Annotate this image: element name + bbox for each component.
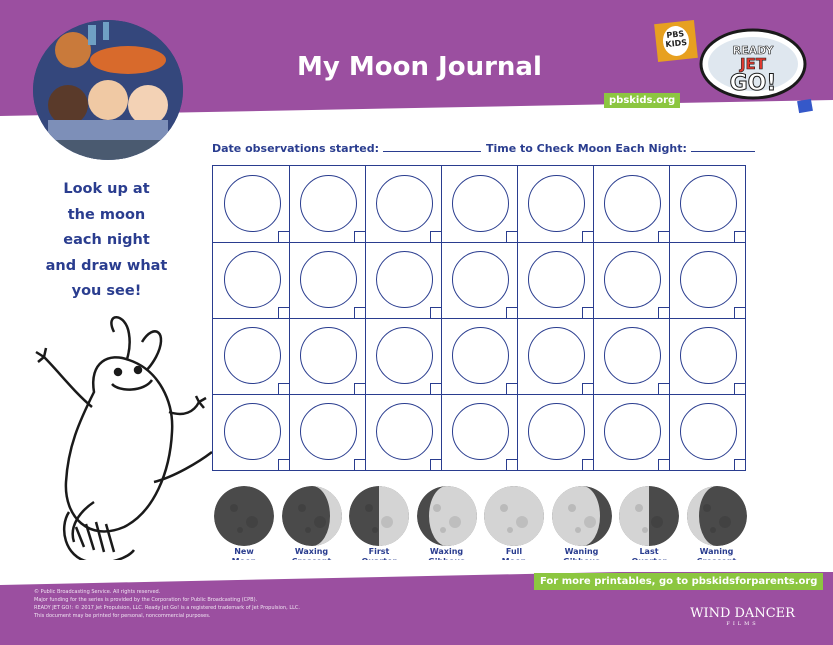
instructions [34,177,179,305]
observation-cell[interactable] [289,394,365,470]
cell-corner-box[interactable] [278,459,289,470]
observation-cell[interactable] [517,318,593,394]
cell-corner-box[interactable] [734,231,745,242]
cell-corner-box[interactable] [734,307,745,318]
cell-corner-box[interactable] [354,231,365,242]
cell-corner-box[interactable] [582,383,593,394]
moon-phase-icon [619,486,679,546]
moon-phase-icon [484,486,544,546]
moon-drawing-circle[interactable] [300,175,357,232]
moon-drawing-circle[interactable] [452,251,509,308]
moon-drawing-circle[interactable] [452,403,509,460]
cell-corner-box[interactable] [430,383,441,394]
date-field [212,140,481,155]
cell-corner-box[interactable] [430,459,441,470]
ready-jet-go-logo [698,22,808,102]
moon-drawing-circle[interactable] [300,403,357,460]
cell-corner-box[interactable] [278,231,289,242]
observation-cell[interactable] [669,394,745,470]
moon-drawing-circle[interactable] [224,327,281,384]
moon-phase-icon [552,486,612,546]
svg-text:JET: JET [739,55,767,73]
cell-corner-box[interactable] [734,383,745,394]
pbskids-url-badge[interactable]: pbskids.org [604,93,680,108]
legal-line: © Public Broadcasting Service. All rights reserved. [34,589,161,595]
moon-drawing-circle[interactable] [224,403,281,460]
time-field [486,140,755,155]
wind-dancer-logo [685,606,800,627]
cell-corner-box[interactable] [354,459,365,470]
moon-phase [347,486,411,567]
moon-phase [482,486,546,567]
moon-drawing-circle[interactable] [604,403,661,460]
moon-drawing-circle[interactable] [680,327,737,384]
observation-cell[interactable] [213,394,289,470]
observation-cell[interactable] [213,242,289,318]
observation-cell[interactable] [289,242,365,318]
wind-dancer-name: WIND DANCER [690,606,795,621]
blue-accent-square [797,99,813,113]
moon-drawing-circle[interactable] [224,251,281,308]
printables-link[interactable]: pbskidsforparents.org [691,576,818,587]
legal-line: Major funding for the series is provided by the Corporation for Public Broadcasting (CPB). [34,597,258,603]
moon-phase-icon [417,486,477,546]
moon-phase-icon [349,486,409,546]
pbs-kids-logo: PBS KIDS [654,20,698,62]
moon-phase-icon [214,486,274,546]
cell-corner-box[interactable] [582,459,593,470]
date-label: Date observations started: [212,142,379,155]
moon-drawing-circle[interactable] [680,251,737,308]
moon-drawing-circle[interactable] [452,175,509,232]
cell-corner-box[interactable] [354,383,365,394]
wind-dancer-sub: FILMS [726,621,759,627]
moon-drawing-circle[interactable] [376,251,433,308]
moon-phase [617,486,681,567]
cell-corner-box[interactable] [430,231,441,242]
observation-cell[interactable] [441,242,517,318]
moon-drawing-circle[interactable] [300,251,357,308]
observation-cell[interactable] [213,318,289,394]
cell-corner-box[interactable] [506,383,517,394]
cell-corner-box[interactable] [278,383,289,394]
observation-cell[interactable] [669,242,745,318]
moon-drawing-circle[interactable] [376,327,433,384]
moon-phase [685,486,749,567]
observation-cell[interactable] [517,242,593,318]
moon-phase [550,486,614,567]
moon-phase-label-line: Waxing [429,547,464,556]
observation-cell[interactable] [517,166,593,242]
moon-phase-label-line: Waning [564,547,599,556]
moon-phase-label-line: First [368,547,390,556]
date-input-line[interactable] [383,140,481,152]
instruction-line: Look up at [63,181,150,197]
instruction-line: each night [63,232,150,248]
observation-cell[interactable] [213,166,289,242]
moon-drawing-circle[interactable] [376,403,433,460]
legal-notice [34,588,300,620]
svg-text:GO!: GO! [729,71,777,96]
moon-drawing-circle[interactable] [604,251,661,308]
moon-drawing-circle[interactable] [452,327,509,384]
moon-drawing-circle[interactable] [680,403,737,460]
moon-phase-label-line: Full [505,547,523,556]
moon-phase-icon [687,486,747,546]
legal-line: This document may be printed for personal, noncommercial purposes. [34,613,211,619]
cell-corner-box[interactable] [734,459,745,470]
cell-corner-box[interactable] [658,459,669,470]
moon-drawing-circle[interactable] [604,327,661,384]
moon-phase [415,486,479,567]
time-input-line[interactable] [691,140,755,152]
alien-bunny-drawing [34,312,214,574]
observation-cell[interactable] [365,166,441,242]
hero-illustration [33,20,183,160]
observation-cell[interactable] [365,318,441,394]
moon-drawing-circle[interactable] [528,251,585,308]
cell-corner-box[interactable] [658,231,669,242]
legal-line: READY JET GO!: © 2017 Jet Propulsion, LLC. Ready Jet Go! is a registered trademark of Jet Propulsion, LLC. [34,605,300,611]
observation-cell[interactable] [441,166,517,242]
cell-corner-box[interactable] [278,307,289,318]
moon-phase-label-line: New [234,547,254,556]
observation-cell[interactable] [593,242,669,318]
moon-drawing-circle[interactable] [224,175,281,232]
time-label: Time to Check Moon Each Night: [486,142,687,155]
moon-drawing-circle[interactable] [376,175,433,232]
instruction-line: and draw what [45,257,168,274]
observation-cell[interactable] [289,318,365,394]
observation-cell[interactable] [441,318,517,394]
cell-corner-box[interactable] [658,307,669,318]
moon-phase [212,486,276,567]
moon-phase [280,486,344,567]
moon-drawing-circle[interactable] [604,175,661,232]
printables-text: For more printables, go to [540,576,689,587]
cell-corner-box[interactable] [658,383,669,394]
observation-cell[interactable] [669,166,745,242]
moon-phase-label-line: Waning [699,547,734,556]
moon-drawing-circle[interactable] [528,175,585,232]
observation-cell[interactable] [669,318,745,394]
printables-banner[interactable] [534,573,823,590]
cell-corner-box[interactable] [430,307,441,318]
svg-text:READY: READY [732,44,774,57]
cell-corner-box[interactable] [582,307,593,318]
moon-drawing-circle[interactable] [528,403,585,460]
observation-cell[interactable] [365,242,441,318]
observation-cell[interactable] [517,394,593,470]
moon-phase-label-line: Last [639,547,659,556]
observation-cell[interactable] [289,166,365,242]
moon-drawing-circle[interactable] [300,327,357,384]
observation-cell[interactable] [365,394,441,470]
cell-corner-box[interactable] [506,307,517,318]
page-title: My Moon Journal [297,52,542,82]
cell-corner-box[interactable] [506,231,517,242]
moon-drawing-circle[interactable] [680,175,737,232]
cell-corner-box[interactable] [582,231,593,242]
instruction-line: you see! [71,283,142,299]
cell-corner-box[interactable] [506,459,517,470]
cell-corner-box[interactable] [354,307,365,318]
moon-drawing-circle[interactable] [528,327,585,384]
observation-cell[interactable] [593,394,669,470]
observation-cell[interactable] [593,318,669,394]
moon-phase-label-line: Waxing [294,547,329,556]
instruction-line: the moon [67,206,146,223]
observation-cell[interactable] [593,166,669,242]
moon-phase-icon [282,486,342,546]
observation-cell[interactable] [441,394,517,470]
observation-grid [212,165,746,471]
